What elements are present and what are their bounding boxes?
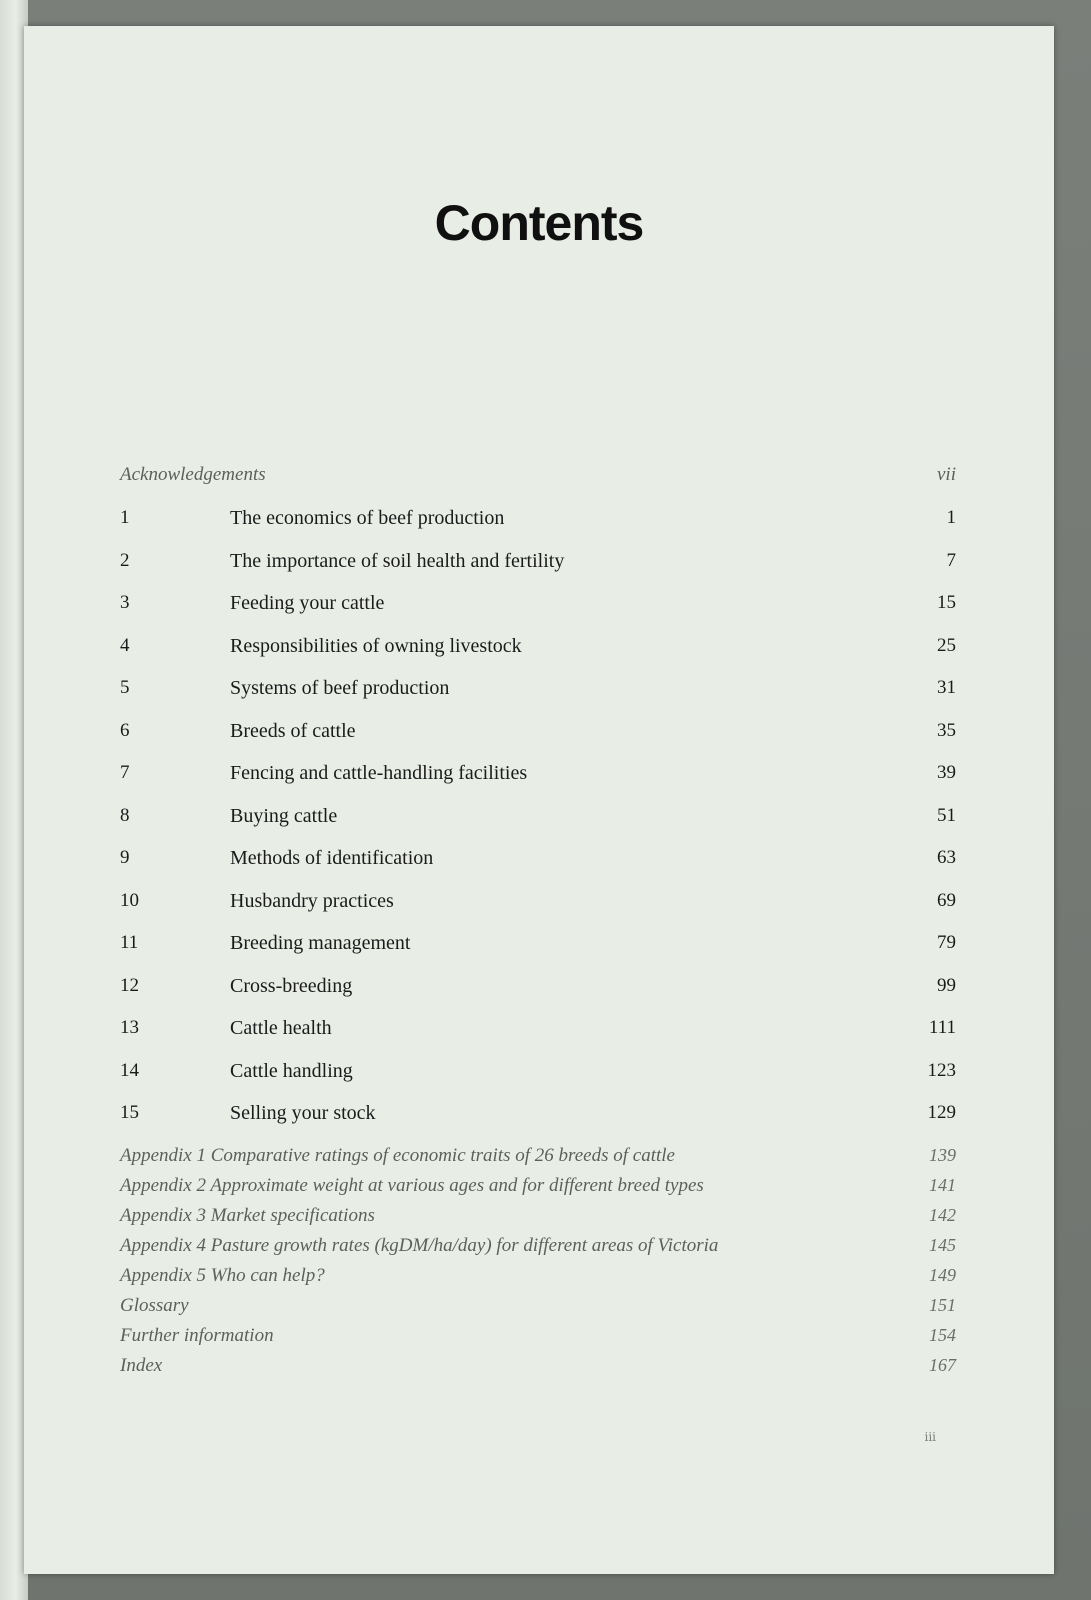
chapter-title: Breeding management (230, 932, 411, 954)
chapter-number: 7 (120, 762, 130, 783)
chapter-title: Fencing and cattle-handling facilities (230, 762, 528, 784)
chapter-number: 9 (120, 847, 130, 868)
toc-chapter-row (120, 805, 956, 837)
toc-entry-acknowledgements (120, 464, 956, 496)
back-matter-title: Further information (120, 1325, 274, 1346)
appendix-page: 145 (929, 1235, 956, 1255)
chapter-page: 15 (937, 592, 956, 613)
chapter-number: 13 (120, 1017, 139, 1038)
chapter-number: 1 (120, 507, 130, 528)
toc-appendix-row (120, 1145, 956, 1175)
chapter-number: 11 (120, 932, 139, 953)
back-matter-title: Index (120, 1355, 163, 1376)
chapter-number: 10 (120, 890, 139, 911)
chapter-number: 8 (120, 805, 130, 826)
toc-chapter-row (120, 1017, 956, 1049)
appendix-page: 142 (929, 1205, 956, 1225)
toc-chapter-row (120, 890, 956, 922)
chapter-title: Selling your stock (230, 1102, 376, 1124)
chapter-number: 12 (120, 975, 139, 996)
appendix-title: Appendix 3 Market specifications (120, 1205, 375, 1226)
chapter-number: 5 (120, 677, 130, 698)
chapter-number: 15 (120, 1102, 139, 1123)
chapter-title: Buying cattle (230, 805, 338, 827)
toc-back-matter-row (120, 1325, 956, 1355)
chapter-title: Systems of beef production (230, 677, 450, 699)
toc-appendix-row (120, 1265, 956, 1295)
chapter-page: 63 (937, 847, 956, 868)
chapter-page: 39 (937, 762, 956, 783)
chapter-title: Cattle health (230, 1017, 332, 1039)
chapter-number: 3 (120, 592, 130, 613)
toc-chapter-row (120, 1060, 956, 1092)
toc-chapter-row (120, 550, 956, 582)
chapter-page: 123 (927, 1060, 956, 1081)
chapter-number: 2 (120, 550, 130, 571)
appendix-title: Appendix 2 Approximate weight at various ages and for different breed types (120, 1175, 704, 1196)
chapter-title: Methods of identification (230, 847, 434, 869)
toc-chapter-row (120, 1102, 956, 1134)
chapter-page: 35 (937, 720, 956, 741)
chapter-title: Responsibilities of owning livestock (230, 635, 522, 657)
chapter-title: Breeds of cattle (230, 720, 356, 742)
chapter-page: 129 (927, 1102, 956, 1123)
chapter-page: 99 (937, 975, 956, 996)
toc-chapter-row (120, 592, 956, 624)
chapter-page: 7 (946, 550, 956, 571)
toc-chapter-row (120, 975, 956, 1007)
chapter-page: 1 (946, 507, 956, 528)
appendix-title: Appendix 1 Comparative ratings of economic traits of 26 breeds of cattle (120, 1145, 675, 1166)
back-matter-title: Glossary (120, 1295, 189, 1316)
toc-back-matter-row (120, 1295, 956, 1325)
toc-chapter-row (120, 677, 956, 709)
chapter-number: 14 (120, 1060, 139, 1081)
toc-chapter-row (120, 507, 956, 539)
chapter-title: The importance of soil health and fertility (230, 550, 565, 572)
chapter-page: 69 (937, 890, 956, 911)
toc-appendix-row (120, 1175, 956, 1205)
appendix-title: Appendix 5 Who can help? (120, 1265, 325, 1286)
chapter-page: 51 (937, 805, 956, 826)
toc-chapter-row (120, 762, 956, 794)
appendix-page: 139 (929, 1145, 956, 1165)
chapter-page: 111 (928, 1017, 956, 1038)
toc-entry-page: vii (937, 464, 956, 485)
chapter-page: 31 (937, 677, 956, 698)
chapter-number: 4 (120, 635, 130, 656)
toc-appendix-row (120, 1205, 956, 1235)
toc-chapter-row (120, 847, 956, 879)
page-title: Contents (434, 195, 644, 251)
back-matter-page: 154 (929, 1325, 956, 1345)
back-matter-page: 151 (929, 1295, 956, 1315)
toc-chapter-row (120, 932, 956, 964)
chapter-title: Husbandry practices (230, 890, 394, 912)
chapter-page: 79 (937, 932, 956, 953)
chapter-number: 6 (120, 720, 130, 741)
chapter-title: Cattle handling (230, 1060, 353, 1082)
chapter-page: 25 (937, 635, 956, 656)
page-folio: iii (924, 1430, 936, 1444)
back-matter-page: 167 (929, 1355, 956, 1375)
appendix-title: Appendix 4 Pasture growth rates (kgDM/ha/day) for different areas of Victoria (120, 1235, 719, 1256)
toc-back-matter-row (120, 1355, 956, 1385)
toc-chapter-row (120, 720, 956, 752)
appendix-page: 141 (929, 1175, 956, 1195)
toc-appendix-row (120, 1235, 956, 1265)
toc-entry-title: Acknowledgements (120, 464, 266, 485)
chapter-title: The economics of beef production (230, 507, 505, 529)
chapter-title: Cross-breeding (230, 975, 353, 997)
toc-chapter-row (120, 635, 956, 667)
book-page (24, 26, 1054, 1574)
appendix-page: 149 (929, 1265, 956, 1285)
chapter-title: Feeding your cattle (230, 592, 385, 614)
